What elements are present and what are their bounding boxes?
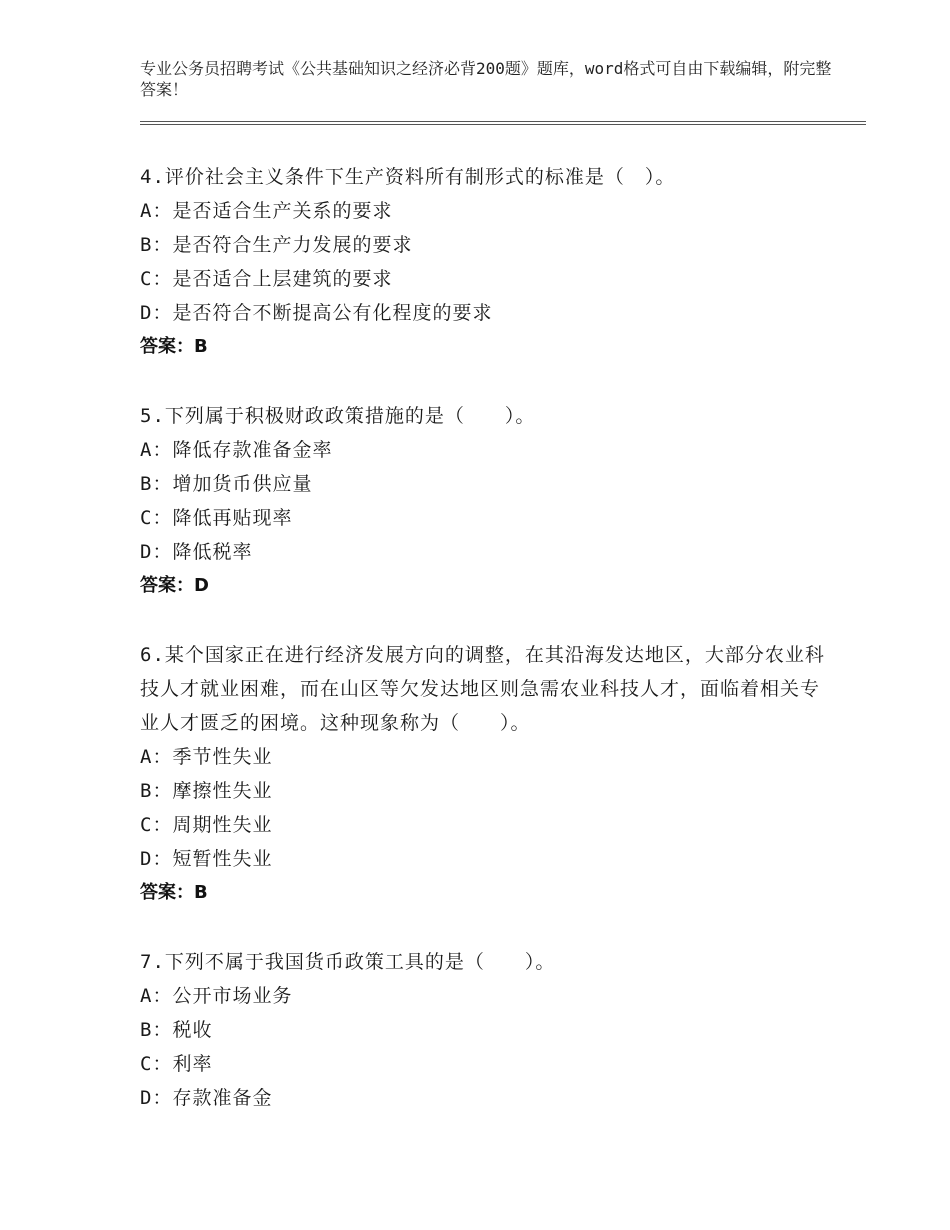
answer: 答案：B: [140, 882, 208, 903]
option-d: D：短暂性失业: [140, 848, 273, 870]
header-rule-top: [140, 121, 866, 122]
question-list: [140, 160, 830, 1115]
answer: 答案：D: [140, 575, 209, 596]
option-d: D：是否符合不断提高公有化程度的要求: [140, 302, 493, 324]
question-7: [140, 945, 830, 1115]
option-c: C：利率: [140, 1053, 213, 1075]
option-a: A：降低存款准备金率: [140, 439, 333, 461]
answer: 答案：B: [140, 336, 208, 357]
option-d: D：降低税率: [140, 541, 253, 563]
option-a: A：是否适合生产关系的要求: [140, 200, 393, 222]
option-c: C：周期性失业: [140, 814, 273, 836]
question-5: [140, 399, 830, 603]
option-b: B：摩擦性失业: [140, 780, 273, 802]
question-stem: 6.某个国家正在进行经济发展方向的调整，在其沿海发达地区，大部分农业科技人才就业困难，而在山区等欠发达地区则急需农业科技人才，面临着相关专业人才匮乏的困境。这种现象称为（ ）。: [140, 644, 825, 734]
question-4: [140, 160, 830, 364]
option-b: B：税收: [140, 1019, 213, 1041]
question-6: [140, 638, 830, 910]
document-header: 专业公务员招聘考试《公共基础知识之经济必背200题》题库，word格式可自由下载编辑，附完整答案！: [140, 59, 832, 99]
header-rule-bottom: [140, 124, 866, 125]
option-c: C：是否适合上层建筑的要求: [140, 268, 393, 290]
option-b: B：是否符合生产力发展的要求: [140, 234, 413, 256]
option-d: D：存款准备金: [140, 1087, 273, 1109]
question-stem: 5.下列属于积极财政政策措施的是（ ）。: [140, 405, 536, 427]
option-c: C：降低再贴现率: [140, 507, 293, 529]
question-stem: 4.评价社会主义条件下生产资料所有制形式的标准是（ ）。: [140, 166, 676, 188]
option-a: A：季节性失业: [140, 746, 273, 768]
question-stem: 7.下列不属于我国货币政策工具的是（ ）。: [140, 951, 556, 973]
option-a: A：公开市场业务: [140, 985, 293, 1007]
option-b: B：增加货币供应量: [140, 473, 313, 495]
